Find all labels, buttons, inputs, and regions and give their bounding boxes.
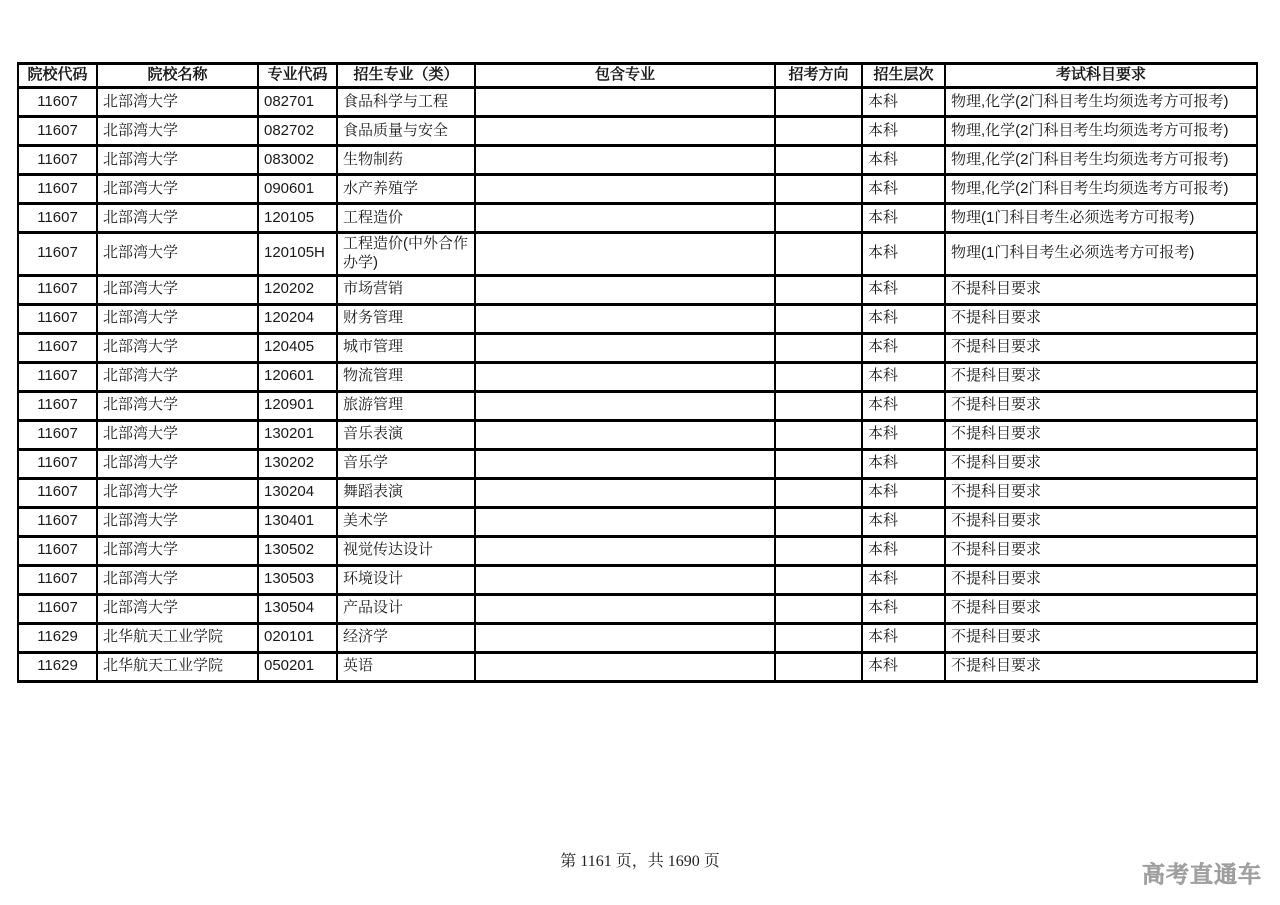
cell-exam-direction — [775, 333, 862, 362]
cell-major-name: 产品设计 — [337, 594, 475, 623]
column-header-exam-direction: 招考方向 — [775, 64, 862, 88]
cell-institution-code: 11607 — [18, 304, 97, 333]
cell-exam-direction — [775, 594, 862, 623]
cell-major-name: 市场营销 — [337, 275, 475, 304]
cell-included-majors — [475, 117, 775, 146]
cell-education-level: 本科 — [862, 204, 945, 233]
cell-major-name: 食品科学与工程 — [337, 88, 475, 117]
cell-education-level: 本科 — [862, 117, 945, 146]
cell-subject-requirements: 不提科目要求 — [945, 623, 1257, 652]
cell-institution-code: 11607 — [18, 233, 97, 276]
cell-major-name: 音乐学 — [337, 449, 475, 478]
cell-subject-requirements: 不提科目要求 — [945, 275, 1257, 304]
cell-included-majors — [475, 623, 775, 652]
cell-major-code: 120202 — [258, 275, 337, 304]
cell-subject-requirements: 物理,化学(2门科目考生均须选考方可报考) — [945, 88, 1257, 117]
cell-institution-name: 北部湾大学 — [97, 117, 258, 146]
cell-included-majors — [475, 507, 775, 536]
cell-education-level: 本科 — [862, 594, 945, 623]
cell-major-code: 120405 — [258, 333, 337, 362]
cell-major-name: 食品质量与安全 — [337, 117, 475, 146]
cell-major-name: 美术学 — [337, 507, 475, 536]
cell-institution-code: 11629 — [18, 652, 97, 681]
table-row — [18, 117, 1257, 146]
cell-major-code: 130201 — [258, 420, 337, 449]
cell-institution-name: 北部湾大学 — [97, 204, 258, 233]
cell-institution-code: 11607 — [18, 565, 97, 594]
cell-subject-requirements: 不提科目要求 — [945, 420, 1257, 449]
cell-major-name: 经济学 — [337, 623, 475, 652]
cell-included-majors — [475, 88, 775, 117]
cell-major-name: 工程造价(中外合作办学) — [337, 233, 475, 276]
cell-institution-name: 北华航天工业学院 — [97, 652, 258, 681]
cell-subject-requirements: 不提科目要求 — [945, 536, 1257, 565]
column-header-institution-name: 院校名称 — [97, 64, 258, 88]
cell-exam-direction — [775, 652, 862, 681]
cell-major-code: 130204 — [258, 478, 337, 507]
table-row — [18, 175, 1257, 204]
table-row — [18, 362, 1257, 391]
cell-institution-name: 北部湾大学 — [97, 333, 258, 362]
cell-included-majors — [475, 275, 775, 304]
cell-exam-direction — [775, 478, 862, 507]
table-row — [18, 304, 1257, 333]
cell-included-majors — [475, 420, 775, 449]
cell-subject-requirements: 物理(1门科目考生必须选考方可报考) — [945, 204, 1257, 233]
cell-institution-code: 11607 — [18, 175, 97, 204]
table-header — [18, 64, 1257, 88]
cell-exam-direction — [775, 275, 862, 304]
cell-institution-name: 北部湾大学 — [97, 88, 258, 117]
cell-included-majors — [475, 204, 775, 233]
cell-exam-direction — [775, 391, 862, 420]
cell-major-code: 083002 — [258, 146, 337, 175]
cell-institution-name: 北部湾大学 — [97, 565, 258, 594]
cell-institution-code: 11607 — [18, 536, 97, 565]
cell-subject-requirements: 不提科目要求 — [945, 333, 1257, 362]
cell-exam-direction — [775, 175, 862, 204]
cell-institution-code: 11607 — [18, 88, 97, 117]
cell-education-level: 本科 — [862, 88, 945, 117]
cell-exam-direction — [775, 233, 862, 276]
cell-included-majors — [475, 449, 775, 478]
cell-education-level: 本科 — [862, 420, 945, 449]
table-row — [18, 146, 1257, 175]
cell-major-code: 130503 — [258, 565, 337, 594]
header-row — [18, 64, 1257, 88]
admissions-table — [17, 62, 1258, 683]
cell-subject-requirements: 物理,化学(2门科目考生均须选考方可报考) — [945, 175, 1257, 204]
cell-major-name: 旅游管理 — [337, 391, 475, 420]
cell-institution-code: 11607 — [18, 391, 97, 420]
cell-exam-direction — [775, 449, 862, 478]
cell-institution-code: 11629 — [18, 623, 97, 652]
cell-exam-direction — [775, 536, 862, 565]
cell-major-code: 090601 — [258, 175, 337, 204]
cell-included-majors — [475, 362, 775, 391]
cell-major-code: 120901 — [258, 391, 337, 420]
cell-major-code: 050201 — [258, 652, 337, 681]
cell-exam-direction — [775, 362, 862, 391]
cell-major-code: 120601 — [258, 362, 337, 391]
cell-major-code: 130504 — [258, 594, 337, 623]
cell-education-level: 本科 — [862, 536, 945, 565]
table-row — [18, 536, 1257, 565]
cell-institution-name: 北华航天工业学院 — [97, 623, 258, 652]
table-row — [18, 507, 1257, 536]
table-row — [18, 478, 1257, 507]
cell-major-name: 环境设计 — [337, 565, 475, 594]
page-number: 第 1161 页，共 1690 页 — [560, 853, 720, 870]
cell-institution-code: 11607 — [18, 362, 97, 391]
cell-education-level: 本科 — [862, 333, 945, 362]
cell-institution-name: 北部湾大学 — [97, 594, 258, 623]
cell-education-level: 本科 — [862, 507, 945, 536]
cell-subject-requirements: 物理,化学(2门科目考生均须选考方可报考) — [945, 117, 1257, 146]
cell-institution-name: 北部湾大学 — [97, 536, 258, 565]
cell-major-name: 英语 — [337, 652, 475, 681]
table-row — [18, 204, 1257, 233]
cell-education-level: 本科 — [862, 565, 945, 594]
table-row — [18, 594, 1257, 623]
cell-institution-code: 11607 — [18, 420, 97, 449]
cell-included-majors — [475, 652, 775, 681]
table-row — [18, 449, 1257, 478]
cell-major-name: 音乐表演 — [337, 420, 475, 449]
cell-institution-code: 11607 — [18, 275, 97, 304]
cell-included-majors — [475, 565, 775, 594]
table-row — [18, 652, 1257, 681]
cell-education-level: 本科 — [862, 362, 945, 391]
cell-major-name: 舞蹈表演 — [337, 478, 475, 507]
cell-education-level: 本科 — [862, 275, 945, 304]
cell-major-name: 物流管理 — [337, 362, 475, 391]
cell-major-code: 120204 — [258, 304, 337, 333]
cell-major-name: 财务管理 — [337, 304, 475, 333]
cell-exam-direction — [775, 623, 862, 652]
cell-exam-direction — [775, 204, 862, 233]
cell-subject-requirements: 不提科目要求 — [945, 478, 1257, 507]
column-header-education-level: 招生层次 — [862, 64, 945, 88]
cell-institution-name: 北部湾大学 — [97, 449, 258, 478]
table-row — [18, 333, 1257, 362]
cell-major-code: 120105H — [258, 233, 337, 276]
table-row — [18, 623, 1257, 652]
cell-major-name: 城市管理 — [337, 333, 475, 362]
cell-subject-requirements: 不提科目要求 — [945, 565, 1257, 594]
cell-major-code: 082702 — [258, 117, 337, 146]
cell-included-majors — [475, 478, 775, 507]
table-body — [18, 88, 1257, 682]
cell-subject-requirements: 不提科目要求 — [945, 304, 1257, 333]
column-header-major-name: 招生专业（类） — [337, 64, 475, 88]
cell-subject-requirements: 物理(1门科目考生必须选考方可报考) — [945, 233, 1257, 276]
cell-education-level: 本科 — [862, 233, 945, 276]
cell-exam-direction — [775, 88, 862, 117]
cell-subject-requirements: 不提科目要求 — [945, 652, 1257, 681]
column-header-major-code: 专业代码 — [258, 64, 337, 88]
cell-major-name: 生物制药 — [337, 146, 475, 175]
cell-institution-code: 11607 — [18, 146, 97, 175]
table-row — [18, 88, 1257, 117]
cell-major-code: 130502 — [258, 536, 337, 565]
cell-major-code: 130202 — [258, 449, 337, 478]
cell-institution-name: 北部湾大学 — [97, 233, 258, 276]
cell-institution-name: 北部湾大学 — [97, 175, 258, 204]
cell-institution-code: 11607 — [18, 449, 97, 478]
cell-included-majors — [475, 391, 775, 420]
cell-included-majors — [475, 594, 775, 623]
cell-education-level: 本科 — [862, 175, 945, 204]
cell-major-name: 视觉传达设计 — [337, 536, 475, 565]
cell-institution-name: 北部湾大学 — [97, 275, 258, 304]
cell-exam-direction — [775, 146, 862, 175]
cell-institution-code: 11607 — [18, 507, 97, 536]
cell-subject-requirements: 不提科目要求 — [945, 507, 1257, 536]
cell-subject-requirements: 不提科目要求 — [945, 594, 1257, 623]
cell-education-level: 本科 — [862, 304, 945, 333]
cell-institution-code: 11607 — [18, 478, 97, 507]
cell-included-majors — [475, 175, 775, 204]
cell-education-level: 本科 — [862, 449, 945, 478]
table-row — [18, 420, 1257, 449]
cell-subject-requirements: 不提科目要求 — [945, 449, 1257, 478]
cell-education-level: 本科 — [862, 146, 945, 175]
table-row — [18, 391, 1257, 420]
cell-education-level: 本科 — [862, 623, 945, 652]
cell-included-majors — [475, 333, 775, 362]
cell-subject-requirements: 不提科目要求 — [945, 391, 1257, 420]
cell-education-level: 本科 — [862, 391, 945, 420]
cell-institution-name: 北部湾大学 — [97, 146, 258, 175]
column-header-institution-code: 院校代码 — [18, 64, 97, 88]
cell-institution-name: 北部湾大学 — [97, 420, 258, 449]
cell-included-majors — [475, 233, 775, 276]
cell-institution-name: 北部湾大学 — [97, 478, 258, 507]
cell-institution-code: 11607 — [18, 333, 97, 362]
cell-exam-direction — [775, 565, 862, 594]
cell-included-majors — [475, 304, 775, 333]
watermark: 高考直通车 — [1142, 861, 1262, 887]
cell-institution-name: 北部湾大学 — [97, 362, 258, 391]
cell-major-code: 130401 — [258, 507, 337, 536]
cell-institution-name: 北部湾大学 — [97, 391, 258, 420]
cell-major-code: 082701 — [258, 88, 337, 117]
table-row — [18, 275, 1257, 304]
cell-major-code: 020101 — [258, 623, 337, 652]
cell-major-code: 120105 — [258, 204, 337, 233]
cell-education-level: 本科 — [862, 652, 945, 681]
table-row — [18, 565, 1257, 594]
table-row — [18, 233, 1257, 276]
cell-institution-code: 11607 — [18, 204, 97, 233]
cell-institution-code: 11607 — [18, 594, 97, 623]
cell-subject-requirements: 不提科目要求 — [945, 362, 1257, 391]
cell-major-name: 工程造价 — [337, 204, 475, 233]
cell-exam-direction — [775, 117, 862, 146]
cell-subject-requirements: 物理,化学(2门科目考生均须选考方可报考) — [945, 146, 1257, 175]
cell-major-name: 水产养殖学 — [337, 175, 475, 204]
cell-institution-code: 11607 — [18, 117, 97, 146]
cell-institution-name: 北部湾大学 — [97, 304, 258, 333]
cell-institution-name: 北部湾大学 — [97, 507, 258, 536]
cell-included-majors — [475, 536, 775, 565]
cell-exam-direction — [775, 304, 862, 333]
cell-exam-direction — [775, 420, 862, 449]
column-header-subject-requirements: 考试科目要求 — [945, 64, 1257, 88]
cell-education-level: 本科 — [862, 478, 945, 507]
cell-exam-direction — [775, 507, 862, 536]
cell-included-majors — [475, 146, 775, 175]
column-header-included-majors: 包含专业 — [475, 64, 775, 88]
